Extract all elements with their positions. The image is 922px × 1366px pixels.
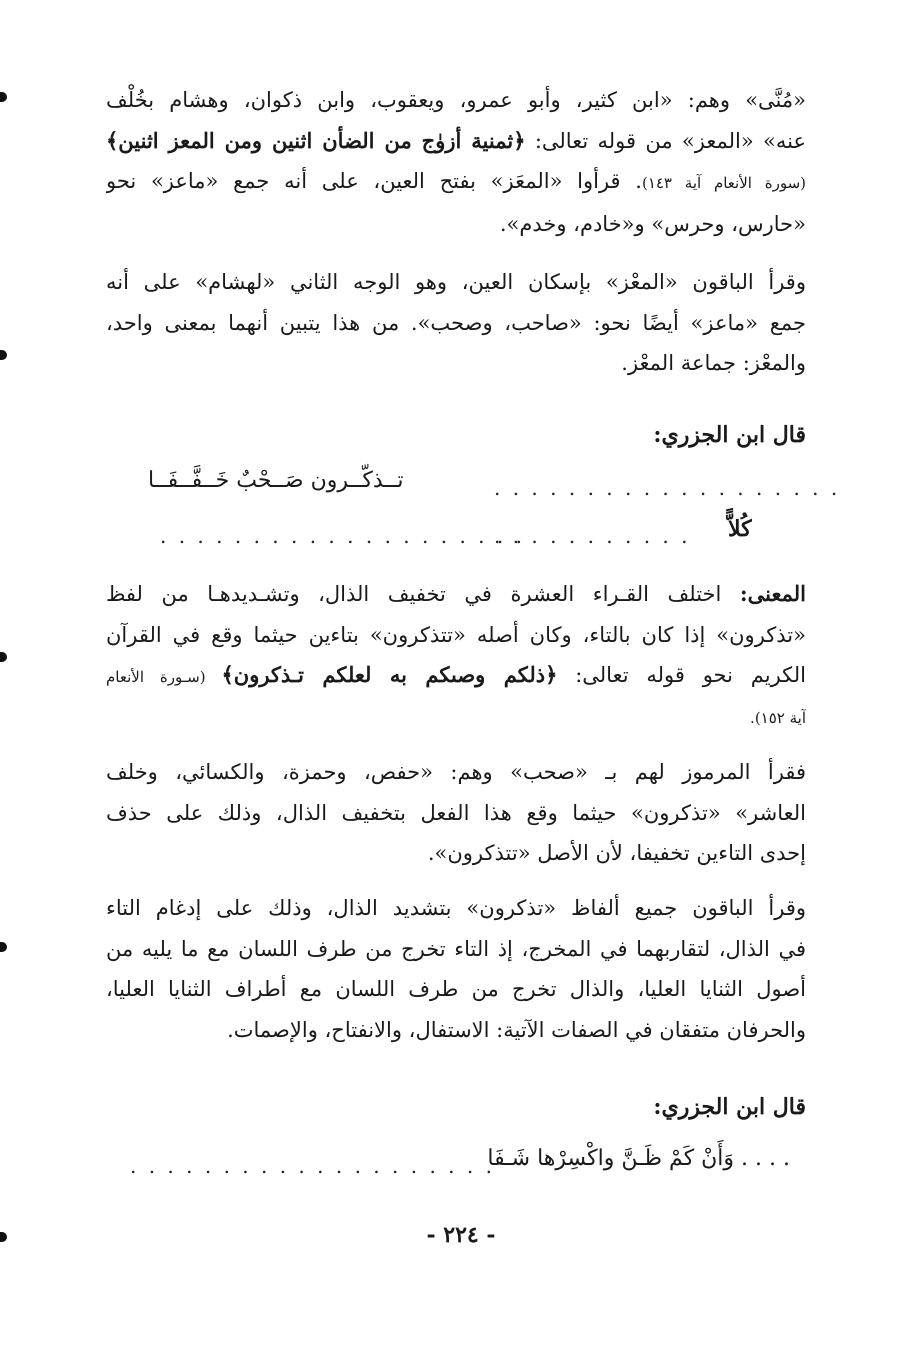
paragraph-5 [106, 888, 806, 1050]
text-line [106, 655, 806, 698]
quran-quote: ﴿ذلكم وصىكم به لعلكم تـذكرون﴾ [221, 662, 558, 687]
text-line: والحرفان متفقان في الصفات الآتية: الاستفال، والانفتاح، والإصمات. [227, 1017, 806, 1042]
verse-dots: . . . . . . . . . . . . . . . . . . . . [160, 524, 525, 548]
quran-quote: ﴿ثمنية أزوٰج من الضأن اثنين ومن المعز اثنين﴾ [106, 127, 526, 153]
text-line: «مُنَّى» وهم: «ابن كثير، وأبو عمرو، ويعقوب، وابن ذكوان، وهشام بخُلْف [106, 88, 806, 112]
text-line: وقرأ الباقون «المعْز» بإسكان العين، وهو الوجه الثاني «لهشام» على أنه [106, 270, 806, 294]
scan-edge-mark [0, 942, 7, 952]
text-line: «تذكرون» إذا كان بالتاء، وكان أصله «تتذكرون» بتاءين حيثما وقع في القرآن [106, 622, 806, 647]
text-line: أصول الثنايا العليا، والذال تخرج من طرف اللسان مع أطراف الثنايا العليا، [106, 977, 806, 1001]
verse-text: تــذكّــرون صَــحْبٌ خَــفَّــفَــا [148, 468, 404, 493]
text-line: العاشر» «تذكرون» حيثما وقع هذا الفعل بتخفيف الذال، وذلك على حذف [106, 800, 806, 825]
text-span: الكريم نحو قوله تعالى: [557, 663, 806, 687]
paragraph-4 [106, 752, 806, 874]
paragraph-3 [106, 574, 806, 738]
verse-text: . . . . وَأَنْ كَمْ ظَـنَّ واكْسِرْها شَـفَا [487, 1146, 790, 1171]
text-line [106, 574, 806, 615]
text-line: جمع «ماعز» أيضًا نحو: «صاحب، وصحب». من هذا يتبين أنهما بمعنى واحد، [106, 310, 806, 335]
text-line: «حارس، وحرس» و«خادم، وخدم». [499, 211, 806, 236]
text-line: إحدى التاءين تخفيفا، لأن الأصل «تتذكرون». [427, 841, 806, 865]
text-span: اختلف القـراء العشرة في تخفيف الذال، وتشـديدهـا من لفظ [106, 582, 740, 606]
surah-reference: (سـورة الأنعام [106, 668, 222, 686]
paragraph-1 [106, 80, 806, 244]
text-line: وقرأ الباقون جميع ألفاظ «تذكرون» بتشديد الذال، وذلك على إدغام التاء [106, 896, 806, 920]
text-span: عنه» «المعز» من قوله تعالى: [525, 128, 806, 153]
page-number: - ٢٢٤ - [426, 1222, 496, 1248]
text-line: فقرأ المرموز لهم بـ «صحب» وهم: «حفص، وحمزة، والكسائي، وخلف [106, 760, 806, 784]
text-span: . قرأوا «المعَز» بفتح العين، على أنه جمع «ماعز» نحو [106, 169, 642, 193]
scan-edge-mark [0, 350, 7, 360]
surah-reference: (سورة الأنعام آية ١٤٣) [641, 174, 806, 192]
text-line: آية ١٥٢). [750, 708, 806, 727]
text-line [106, 121, 806, 162]
verse-dots: . . . . . . . . . . . [494, 524, 691, 548]
verse-dots: . . . . . . . . . . . . . . . . . . . [494, 476, 841, 500]
paragraph-2 [106, 262, 806, 384]
scan-edge-mark [0, 92, 7, 102]
text-line: في الذال، لتقاربهما في المخرج، إذ التاء تخرج من طرف اللسان مع ما يليه من [106, 936, 806, 961]
text-line: والمعْز: جماعة المعْز. [621, 351, 806, 375]
verse-dots: . . . . . . . . . . . . . . . . . . . . [130, 1154, 495, 1178]
text-line [106, 161, 806, 204]
section-heading: قال ابن الجزري: [653, 422, 806, 448]
section-heading: قال ابن الجزري: [653, 1094, 806, 1120]
verse-word: كُلاًّ [728, 516, 752, 542]
scan-edge-mark [0, 652, 7, 662]
meaning-label: المعنى: [739, 581, 806, 606]
